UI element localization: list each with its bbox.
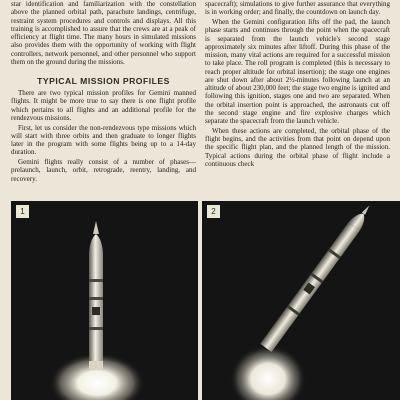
right-column xyxy=(205,0,390,170)
right-paragraph-top: spacecraft); simulations to give further assurance that everything is in working order; and finally, the countdown on launch day. xyxy=(205,0,390,17)
photo-number-label: 1 xyxy=(16,205,29,218)
left-paragraph-3: Gemini flights really consist of a number of phases—prelaunch, launch, orbit, retrograde, reentry, landing, and recovery. xyxy=(11,158,196,183)
left-paragraph-2: First, let us consider the non-rendezvous type missions which will start with three orbits and then graduate to longer flights later in the program with some flights being up to a 14-day duration. xyxy=(11,123,196,157)
rocket-on-pad-icon xyxy=(11,201,198,400)
photo-number-label: 2 xyxy=(207,205,220,218)
right-paragraph-2: When these actions are completed, the orbital phase of the flight begins, and the activities from that point on depend upon the specific flight plan, and the planned length of the mission. Typical actions during the orbital phase of flight include a continuous check xyxy=(205,126,390,168)
photo-rocket-launch xyxy=(11,201,198,400)
left-paragraph-top: star identification and familiarization with the constellation above the planned orbital path, parachute landings, centrifuge, restraint system procedures and controls and displays. All this training is accomplished to assure that the crews are at a peak of efficiency at flight time. The many hours in simulated missions also provides them with the opportunity of working with flight controllers, network personnel, and other personnel who support them on the ground during the missions. xyxy=(11,0,196,66)
left-paragraph-1: There are two typical mission profiles for Gemini manned flights. It might be more true to say there is one flight profile which pertains to all flights and an additional profile for the rendezvous missions. xyxy=(11,89,196,122)
right-paragraph-1: When the Gemini configuration lifts off the pad, the launch phase starts and continues through the point when the spacecraft is separated from the launch vehicle's second stage approximately six minutes after liftoff. During this phase of the mission, many vital actions are required for a successful mission to take place. The roll program is completed (this is necessary to reach proper altitude for orbital insertion); the stage one engines are shut down after about 2½-minutes following launch at an altitude of about 230,000 feet; the stage two engine is ignited and following this ignition, stages one and two are separated. When the orbital insertion point is approached, the astronauts cut off the second stage engine and fire explosive charges which separate the spacecraft from the launch vehicle. xyxy=(205,18,390,125)
left-column xyxy=(11,0,196,184)
rocket-in-flight-icon xyxy=(202,201,400,400)
section-heading: TYPICAL MISSION PROFILES xyxy=(37,76,170,86)
photo-rocket-flight xyxy=(202,201,400,400)
